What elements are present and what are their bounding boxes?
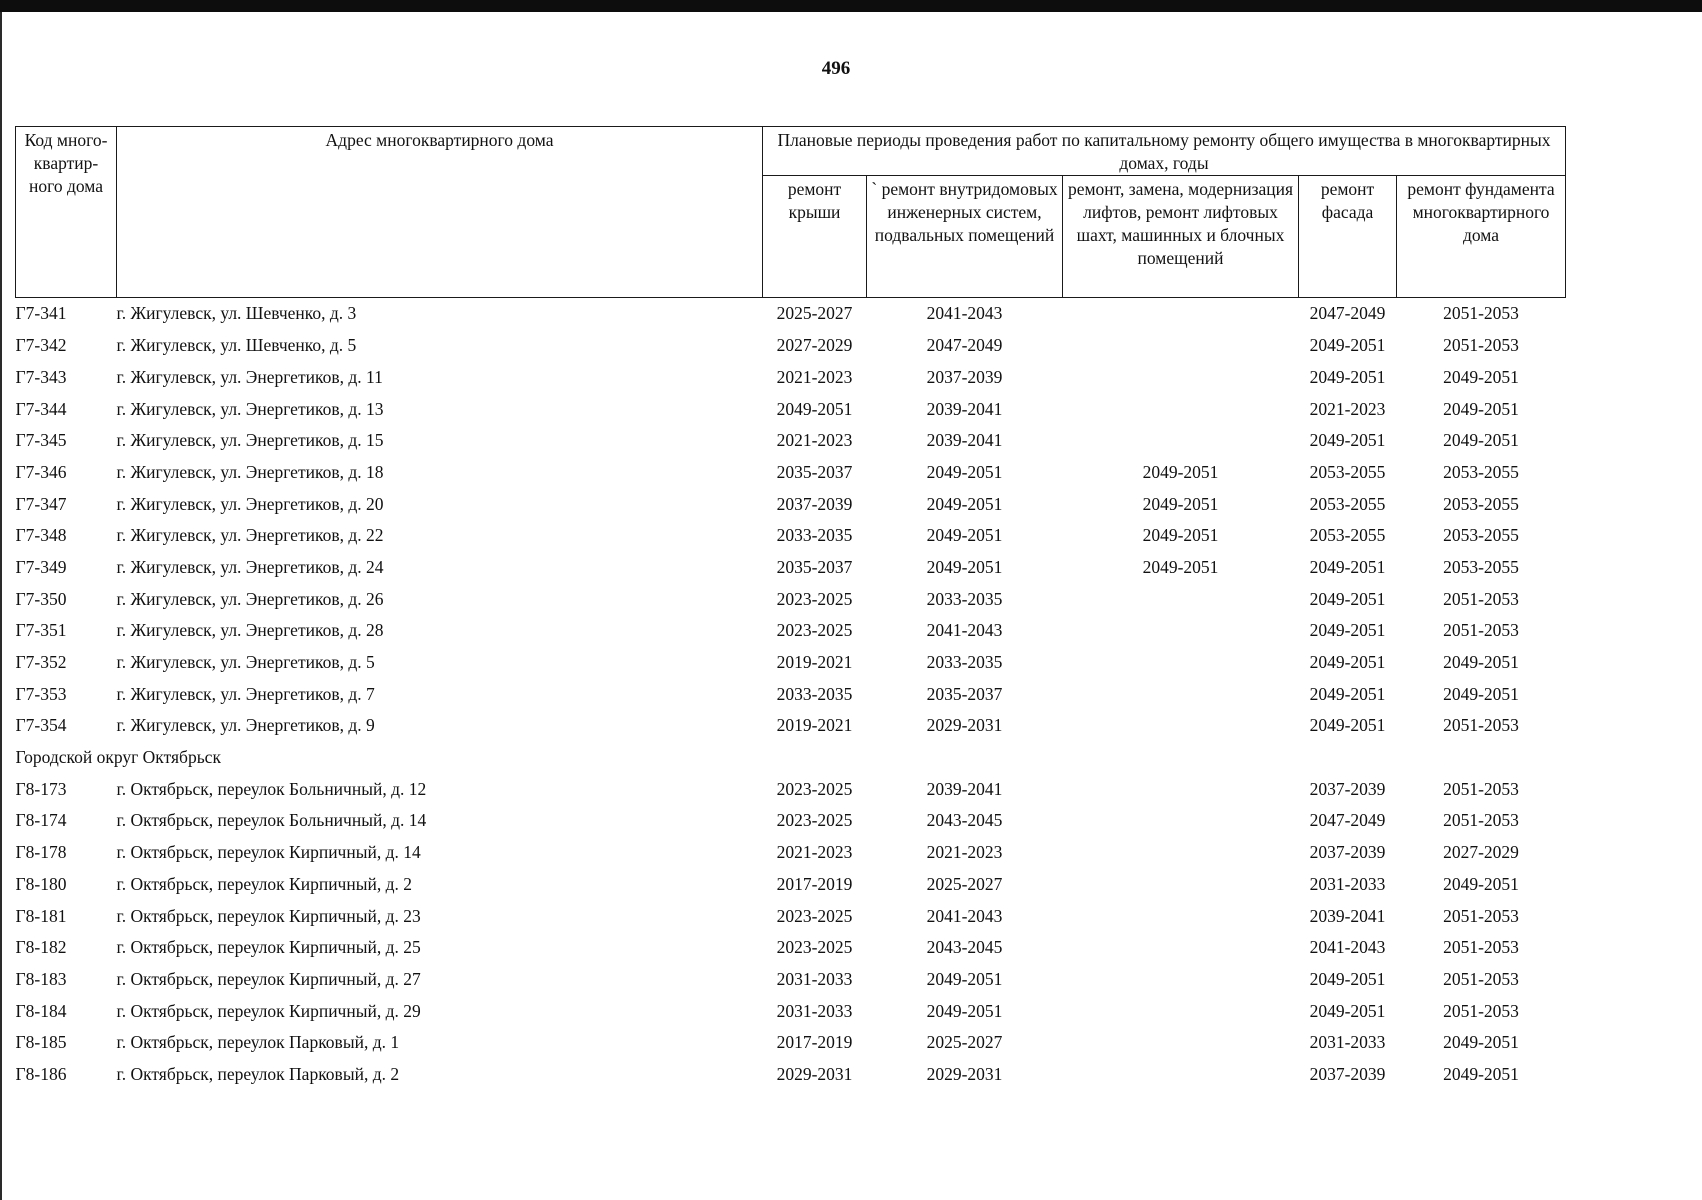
facade-period-cell: 2047-2049 [1309, 810, 1386, 831]
repair-schedule-table [15, 126, 1566, 1090]
foundation-period-cell: 2049-2051 [1443, 430, 1519, 451]
foundation-period-cell: 2049-2051 [1443, 1032, 1519, 1053]
facade-period-cell: 2049-2051 [1309, 335, 1386, 356]
house-code-cell: Г8-178 [15, 842, 67, 863]
facade-period-cell: 2041-2043 [1309, 937, 1386, 958]
table-row [16, 1059, 1566, 1091]
foundation-period-cell: 2049-2051 [1443, 366, 1519, 387]
address-cell: г. Жигулевск, ул. Энергетиков, д. 5 [116, 652, 375, 673]
address-cell: г. Жигулевск, ул. Энергетиков, д. 22 [116, 525, 384, 546]
facade-period-cell: 2031-2033 [1309, 1032, 1386, 1053]
header-address: Адрес многоквартирного дома [117, 127, 763, 298]
section-title: Городской округ Октябрьск [15, 747, 221, 768]
foundation-period-cell: 2051-2053 [1443, 620, 1519, 641]
header-elevator-repair: ремонт, замена, модернизация лифтов, ремонт лифтовых шахт, машинных и блочных помещений [1063, 176, 1299, 298]
elevator-period-cell: 2049-2051 [1142, 556, 1219, 577]
foundation-period-cell: 2027-2029 [1443, 842, 1519, 863]
house-code-cell: Г8-174 [15, 810, 67, 831]
elevator-period-cell [1063, 774, 1299, 806]
address-cell: г. Октябрьск, переулок Больничный, д. 14 [116, 810, 427, 831]
address-cell: г. Жигулевск, ул. Энергетиков, д. 9 [116, 715, 375, 736]
elevator-period-cell [1063, 678, 1299, 710]
elevator-period-cell [1063, 1027, 1299, 1059]
house-code-cell: Г7-347 [15, 493, 67, 514]
roof-period-cell: 2031-2033 [776, 968, 853, 989]
foundation-period-cell: 2051-2053 [1443, 810, 1519, 831]
engineering-period-cell: 2039-2041 [926, 430, 1003, 451]
house-code-cell: Г7-342 [15, 335, 67, 356]
elevator-period-cell [1063, 362, 1299, 394]
house-code-cell: Г7-344 [15, 398, 67, 419]
elevator-period-cell [1063, 932, 1299, 964]
house-code-cell: Г7-343 [15, 366, 67, 387]
house-code-cell: Г7-354 [15, 715, 67, 736]
roof-period-cell: 2049-2051 [776, 398, 853, 419]
foundation-period-cell: 2053-2055 [1443, 493, 1519, 514]
facade-period-cell: 2049-2051 [1309, 715, 1386, 736]
table-header [16, 127, 1566, 298]
house-code-cell: Г8-173 [15, 778, 67, 799]
engineering-period-cell: 2049-2051 [926, 493, 1003, 514]
engineering-period-cell: 2029-2031 [926, 1063, 1003, 1084]
roof-period-cell: 2019-2021 [776, 715, 853, 736]
facade-period-cell: 2049-2051 [1309, 620, 1386, 641]
foundation-period-cell: 2053-2055 [1443, 461, 1519, 482]
engineering-period-cell: 2041-2043 [926, 303, 1003, 324]
header-house-code: Код много-квартир-ного дома [16, 127, 117, 298]
address-cell: г. Жигулевск, ул. Энергетиков, д. 26 [116, 588, 384, 609]
page-top-border [0, 0, 1702, 12]
table-row [16, 425, 1566, 457]
address-cell: г. Жигулевск, ул. Энергетиков, д. 15 [116, 430, 384, 451]
facade-period-cell: 2053-2055 [1309, 493, 1386, 514]
house-code-cell: Г7-345 [15, 430, 67, 451]
roof-period-cell: 2023-2025 [776, 588, 853, 609]
facade-period-cell: 2049-2051 [1309, 683, 1386, 704]
elevator-period-cell [1063, 1059, 1299, 1091]
facade-period-cell: 2021-2023 [1309, 398, 1386, 419]
house-code-cell: Г8-184 [15, 1000, 67, 1021]
engineering-period-cell: 2035-2037 [926, 683, 1003, 704]
roof-period-cell: 2023-2025 [776, 937, 853, 958]
foundation-period-cell: 2053-2055 [1443, 556, 1519, 577]
table-row [16, 837, 1566, 869]
table-row [16, 615, 1566, 647]
address-cell: г. Жигулевск, ул. Энергетиков, д. 18 [116, 461, 384, 482]
facade-period-cell: 2053-2055 [1309, 525, 1386, 546]
address-cell: г. Октябрьск, переулок Парковый, д. 2 [116, 1063, 400, 1084]
roof-period-cell: 2017-2019 [776, 1032, 853, 1053]
house-code-cell: Г8-180 [15, 873, 67, 894]
table-row [16, 995, 1566, 1027]
table-row [16, 488, 1566, 520]
address-cell: г. Октябрьск, переулок Кирпичный, д. 2 [116, 873, 413, 894]
foundation-period-cell: 2049-2051 [1443, 652, 1519, 673]
table-row [16, 710, 1566, 742]
section-row [16, 742, 1566, 774]
table-row [16, 457, 1566, 489]
house-code-cell: Г7-341 [15, 303, 67, 324]
roof-period-cell: 2027-2029 [776, 335, 853, 356]
foundation-period-cell: 2051-2053 [1443, 588, 1519, 609]
engineering-period-cell: 2039-2041 [926, 778, 1003, 799]
house-code-cell: Г8-181 [15, 905, 67, 926]
roof-period-cell: 2021-2023 [776, 366, 853, 387]
engineering-period-cell: 2021-2023 [926, 842, 1003, 863]
foundation-period-cell: 2051-2053 [1443, 303, 1519, 324]
engineering-period-cell: 2041-2043 [926, 905, 1003, 926]
address-cell: г. Октябрьск, переулок Кирпичный, д. 27 [116, 968, 421, 989]
facade-period-cell: 2049-2051 [1309, 366, 1386, 387]
engineering-period-cell: 2041-2043 [926, 620, 1003, 641]
house-code-cell: Г8-186 [15, 1063, 67, 1084]
table-row [16, 932, 1566, 964]
foundation-period-cell: 2053-2055 [1443, 525, 1519, 546]
address-cell: г. Октябрьск, переулок Кирпичный, д. 14 [116, 842, 421, 863]
engineering-period-cell: 2025-2027 [926, 1032, 1003, 1053]
elevator-period-cell [1063, 425, 1299, 457]
address-cell: г. Октябрьск, переулок Кирпичный, д. 29 [116, 1000, 421, 1021]
roof-period-cell: 2023-2025 [776, 810, 853, 831]
foundation-period-cell: 2051-2053 [1443, 715, 1519, 736]
foundation-period-cell: 2051-2053 [1443, 335, 1519, 356]
engineering-period-cell: 2049-2051 [926, 556, 1003, 577]
roof-period-cell: 2025-2027 [776, 303, 853, 324]
engineering-period-cell: 2039-2041 [926, 398, 1003, 419]
roof-period-cell: 2021-2023 [776, 430, 853, 451]
page-number: 496 [821, 58, 851, 79]
table-row [16, 393, 1566, 425]
house-code-cell: Г7-353 [15, 683, 67, 704]
table-body-zhigulevsk [16, 298, 1566, 742]
engineering-period-cell: 2049-2051 [926, 525, 1003, 546]
elevator-period-cell [1063, 805, 1299, 837]
facade-period-cell: 2039-2041 [1309, 905, 1386, 926]
foundation-period-cell: 2049-2051 [1443, 873, 1519, 894]
table-row [16, 774, 1566, 806]
table-row [16, 298, 1566, 330]
elevator-period-cell [1063, 869, 1299, 901]
table-row [16, 330, 1566, 362]
address-cell: г. Октябрьск, переулок Кирпичный, д. 25 [116, 937, 421, 958]
engineering-period-cell: 2049-2051 [926, 461, 1003, 482]
roof-period-cell: 2023-2025 [776, 620, 853, 641]
house-code-cell: Г7-351 [15, 620, 67, 641]
engineering-period-cell: 2029-2031 [926, 715, 1003, 736]
elevator-period-cell [1063, 583, 1299, 615]
elevator-period-cell [1063, 615, 1299, 647]
table-row [16, 1027, 1566, 1059]
engineering-period-cell: 2043-2045 [926, 937, 1003, 958]
address-cell: г. Жигулевск, ул. Энергетиков, д. 13 [116, 398, 384, 419]
header-facade-repair: ремонт фасада [1299, 176, 1397, 298]
engineering-period-cell: 2025-2027 [926, 873, 1003, 894]
foundation-period-cell: 2051-2053 [1443, 968, 1519, 989]
elevator-period-cell [1063, 710, 1299, 742]
house-code-cell: Г7-349 [15, 556, 67, 577]
foundation-period-cell: 2051-2053 [1443, 778, 1519, 799]
facade-period-cell: 2049-2051 [1309, 556, 1386, 577]
house-code-cell: Г7-352 [15, 652, 67, 673]
elevator-period-cell [1063, 995, 1299, 1027]
roof-period-cell: 2021-2023 [776, 842, 853, 863]
elevator-period-cell [1063, 393, 1299, 425]
address-cell: г. Жигулевск, ул. Энергетиков, д. 11 [116, 366, 383, 387]
elevator-period-cell [1063, 964, 1299, 996]
table-row [16, 900, 1566, 932]
table-row [16, 869, 1566, 901]
elevator-period-cell [1063, 900, 1299, 932]
elevator-period-cell: 2049-2051 [1142, 493, 1219, 514]
roof-period-cell: 2019-2021 [776, 652, 853, 673]
facade-period-cell: 2049-2051 [1309, 968, 1386, 989]
table-body-oktyabrsk [16, 774, 1566, 1091]
house-code-cell: Г8-182 [15, 937, 67, 958]
table-row [16, 362, 1566, 394]
engineering-period-cell: 2043-2045 [926, 810, 1003, 831]
header-planned-periods: Плановые периоды проведения работ по капитальному ремонту общего имущества в многоквартирных домах, годы [763, 127, 1566, 176]
facade-period-cell: 2049-2051 [1309, 430, 1386, 451]
table-row [16, 520, 1566, 552]
address-cell: г. Октябрьск, переулок Больничный, д. 12 [116, 778, 427, 799]
elevator-period-cell [1063, 647, 1299, 679]
roof-period-cell: 2033-2035 [776, 525, 853, 546]
house-code-cell: Г7-348 [15, 525, 67, 546]
table-row [16, 647, 1566, 679]
foundation-period-cell: 2051-2053 [1443, 1000, 1519, 1021]
facade-period-cell: 2053-2055 [1309, 461, 1386, 482]
facade-period-cell: 2049-2051 [1309, 652, 1386, 673]
table-row [16, 805, 1566, 837]
facade-period-cell: 2031-2033 [1309, 873, 1386, 894]
engineering-period-cell: 2033-2035 [926, 588, 1003, 609]
header-roof-repair: ремонт крыши [763, 176, 867, 298]
elevator-period-cell [1063, 837, 1299, 869]
roof-period-cell: 2035-2037 [776, 461, 853, 482]
facade-period-cell: 2049-2051 [1309, 588, 1386, 609]
table-section-oktyabrsk [16, 742, 1566, 774]
house-code-cell: Г7-346 [15, 461, 67, 482]
address-cell: г. Жигулевск, ул. Энергетиков, д. 28 [116, 620, 384, 641]
elevator-period-cell [1063, 298, 1299, 330]
elevator-period-cell: 2049-2051 [1142, 461, 1219, 482]
table-row [16, 964, 1566, 996]
facade-period-cell: 2049-2051 [1309, 1000, 1386, 1021]
roof-period-cell: 2029-2031 [776, 1063, 853, 1084]
address-cell: г. Жигулевск, ул. Шевченко, д. 5 [116, 335, 357, 356]
foundation-period-cell: 2051-2053 [1443, 937, 1519, 958]
page-left-edge [0, 12, 2, 1200]
elevator-period-cell: 2049-2051 [1142, 525, 1219, 546]
foundation-period-cell: 2049-2051 [1443, 398, 1519, 419]
engineering-period-cell: 2049-2051 [926, 1000, 1003, 1021]
house-code-cell: Г8-185 [15, 1032, 67, 1053]
roof-period-cell: 2023-2025 [776, 905, 853, 926]
address-cell: г. Жигулевск, ул. Энергетиков, д. 24 [116, 556, 384, 577]
facade-period-cell: 2037-2039 [1309, 842, 1386, 863]
foundation-period-cell: 2051-2053 [1443, 905, 1519, 926]
table-row [16, 583, 1566, 615]
facade-period-cell: 2037-2039 [1309, 778, 1386, 799]
address-cell: г. Октябрьск, переулок Кирпичный, д. 23 [116, 905, 421, 926]
facade-period-cell: 2047-2049 [1309, 303, 1386, 324]
roof-period-cell: 2035-2037 [776, 556, 853, 577]
header-engineering-systems: ` ремонт внутридомовых инженерных систем, подвальных помещений [867, 176, 1063, 298]
house-code-cell: Г8-183 [15, 968, 67, 989]
header-foundation-repair: ремонт фундамента многоквартирного дома [1397, 176, 1566, 298]
address-cell: г. Жигулевск, ул. Энергетиков, д. 7 [116, 683, 375, 704]
engineering-period-cell: 2037-2039 [926, 366, 1003, 387]
roof-period-cell: 2037-2039 [776, 493, 853, 514]
foundation-period-cell: 2049-2051 [1443, 1063, 1519, 1084]
foundation-period-cell: 2049-2051 [1443, 683, 1519, 704]
engineering-period-cell: 2049-2051 [926, 968, 1003, 989]
facade-period-cell: 2037-2039 [1309, 1063, 1386, 1084]
roof-period-cell: 2023-2025 [776, 778, 853, 799]
roof-period-cell: 2017-2019 [776, 873, 853, 894]
house-code-cell: Г7-350 [15, 588, 67, 609]
roof-period-cell: 2031-2033 [776, 1000, 853, 1021]
table-row [16, 552, 1566, 584]
table-row [16, 678, 1566, 710]
address-cell: г. Октябрьск, переулок Парковый, д. 1 [116, 1032, 400, 1053]
roof-period-cell: 2033-2035 [776, 683, 853, 704]
address-cell: г. Жигулевск, ул. Энергетиков, д. 20 [116, 493, 384, 514]
engineering-period-cell: 2047-2049 [926, 335, 1003, 356]
engineering-period-cell: 2033-2035 [926, 652, 1003, 673]
elevator-period-cell [1063, 330, 1299, 362]
address-cell: г. Жигулевск, ул. Шевченко, д. 3 [116, 303, 357, 324]
